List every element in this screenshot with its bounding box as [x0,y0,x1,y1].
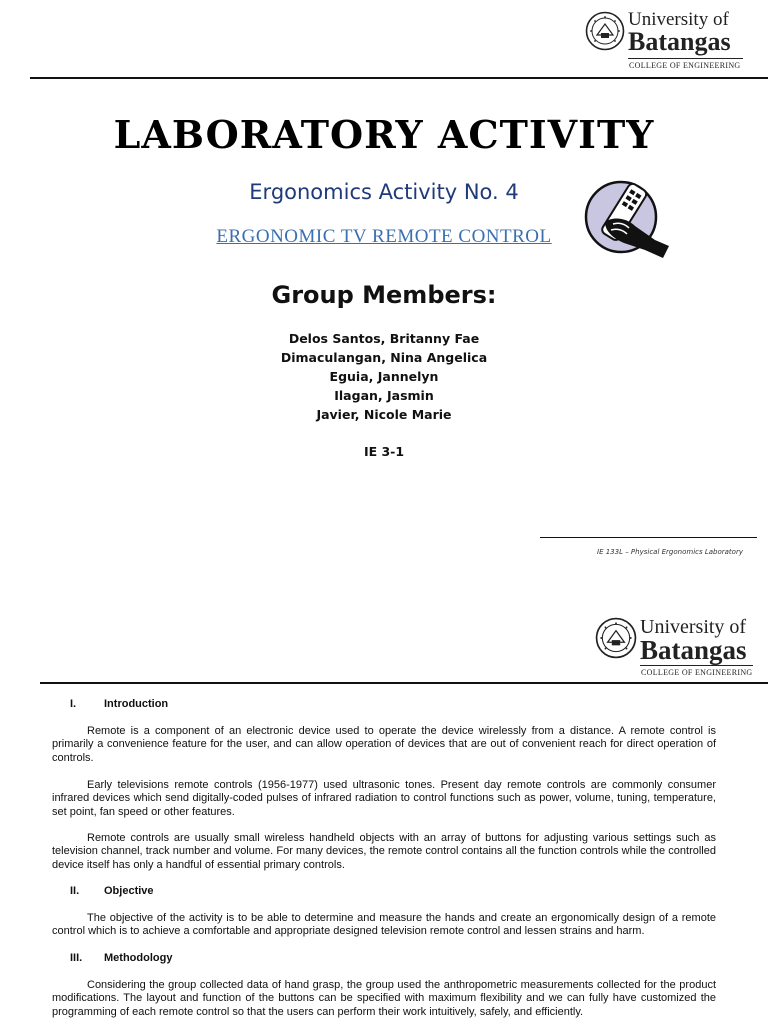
section-heading-methodology: Methodology [104,952,173,964]
university-name-line2: Batangas [640,635,747,665]
logo-divider [628,58,743,59]
member-name: Dimaculangan, Nina Angelica [280,350,488,365]
university-name-line2: Batangas [628,27,731,56]
section-number: I. [70,698,77,710]
course-footer: IE 133L – Physical Ergonomics Laboratory [597,548,743,556]
class-section: IE 3-1 [363,444,405,459]
paragraph: Remote controls are usually small wireless handheld objects with an array of buttons for adjusting various settings such as television channel, track number and volume. For many devices, the remote control contains all the function controls while the controlled device itself has only a handful of essential primary controls. [52,832,716,871]
header-rule [30,77,768,79]
page-title: LABORATORY ACTIVITY [113,112,655,157]
member-name: Eguia, Jannelyn [329,369,439,384]
group-members-heading: Group Members: [271,281,497,309]
section-heading-objective: Objective [104,885,154,897]
section-number: II. [70,885,80,897]
university-logo-page2 [595,613,760,679]
footer-rule [540,537,757,538]
college-name: COLLEGE OF ENGINEERING [629,61,741,70]
paragraph: The objective of the activity is to be able to determine and measure the hands and create an ergonomically design of a remote control which is to achieve a comfortable and appropriate designed television remote control and lessen strains and harm. [52,912,716,938]
hand-remote-icon [583,180,673,260]
member-name: Ilagan, Jasmin [334,388,434,403]
university-seal-icon [595,617,637,659]
university-seal-icon [585,11,625,51]
logo-divider [640,665,753,666]
section-heading-introduction: Introduction [104,698,169,710]
university-name-line1: University of [628,9,729,30]
paragraph: Considering the group collected data of hand grasp, the group used the anthropometric measurements collected for the product modifications. The layout and function of the buttons can be specified with maximum flexibility and we can fully have customized the programming of each remote control so that the users can perform their work intuitively, safely, and efficiently. [52,979,716,1018]
university-name-line1: University of [640,616,747,638]
activity-title: Ergonomics Activity No. 4 [249,180,519,204]
header-rule [40,682,768,684]
section-number: III. [70,952,83,964]
university-logo-top [585,8,750,72]
college-name: COLLEGE OF ENGINEERING [641,668,753,677]
topic-title: ERGONOMIC TV REMOTE CONTROL [216,226,552,247]
paragraph: Remote is a component of an electronic device used to operate the device wirelessly from a distance. A remote control is primarily a convenience feature for the user, and can allow operation of devices that are out of convenient reach for direct operation of controls. [52,725,716,764]
member-name: Delos Santos, Britanny Fae [288,331,480,346]
paragraph: Early televisions remote controls (1956-1977) used ultrasonic tones. Present day remote controls are commonly consumer infrared devices which send digitally-coded pulses of infrared radiation to control functions such as power, volume, tuning, temperature, set point, fan speed or other features. [52,779,716,818]
member-name: Javier, Nicole Marie [316,407,452,422]
